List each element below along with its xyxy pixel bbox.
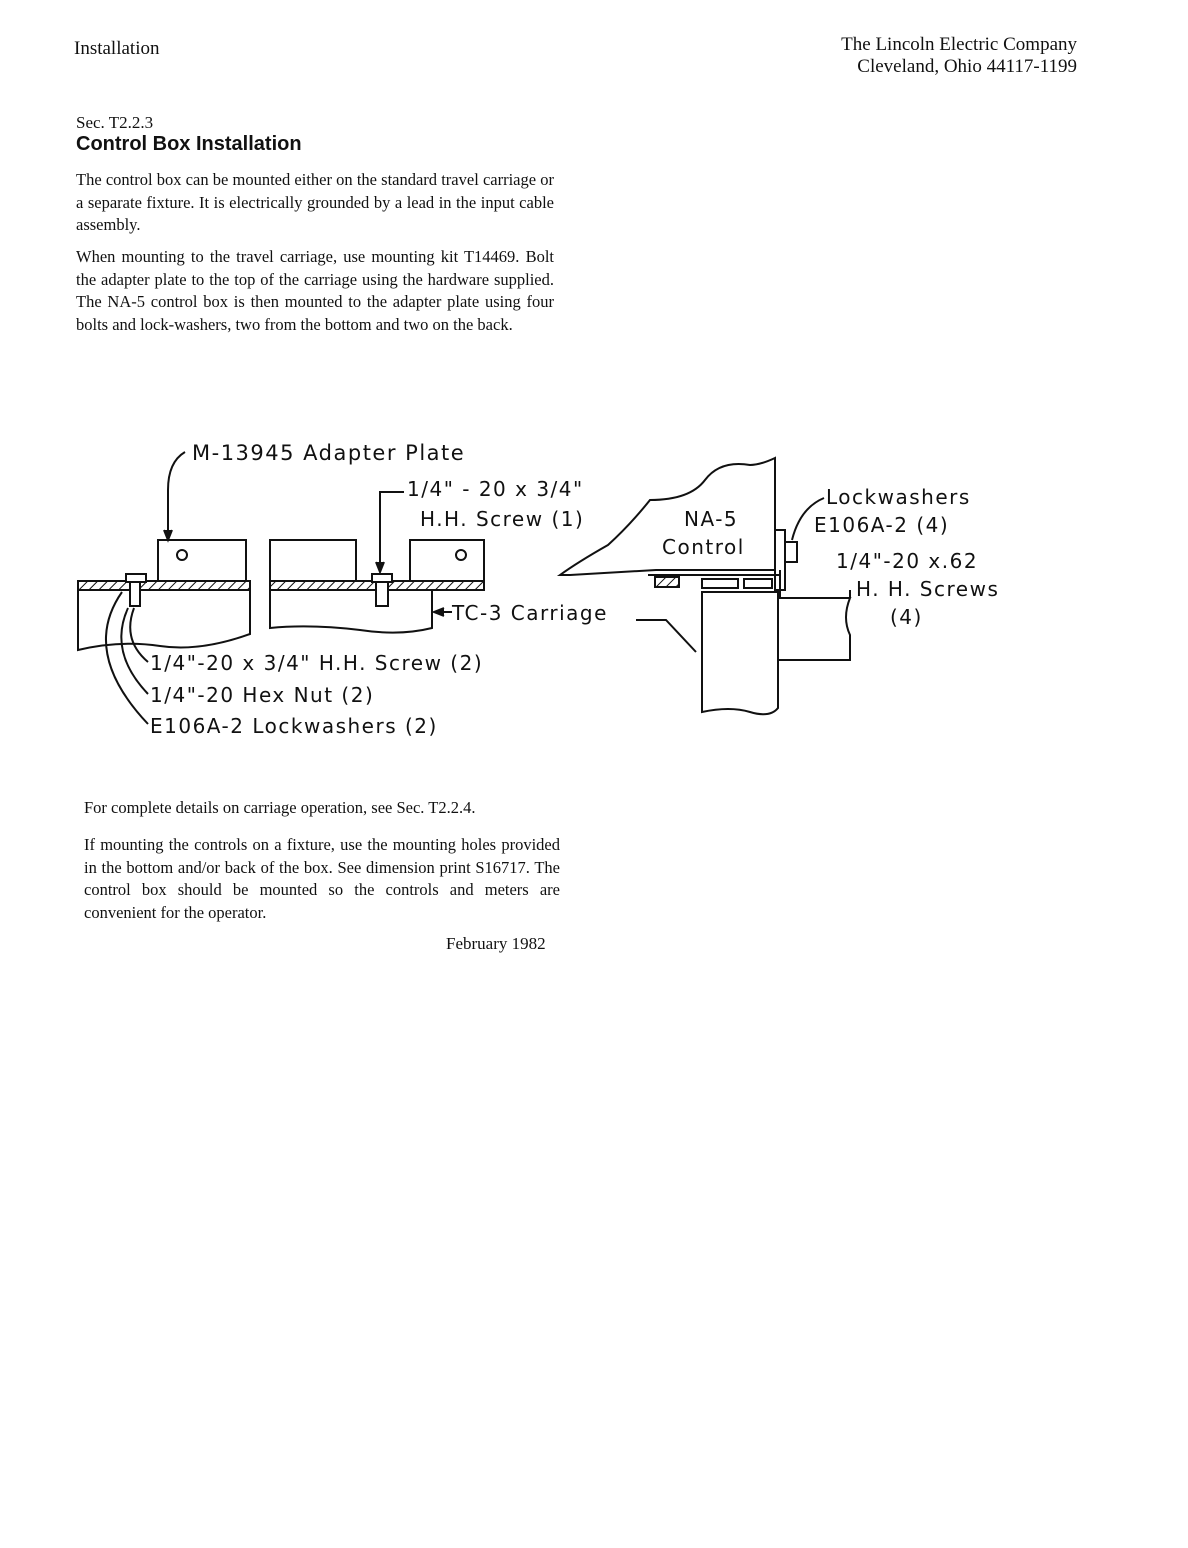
upright-plate-left — [158, 540, 246, 581]
arrow-tc3-carriage — [434, 608, 444, 616]
bracket-washer-2 — [702, 579, 738, 588]
label-screws-1: 1/4"-20 x.62 — [836, 549, 979, 573]
label-lockwashers-1: Lockwashers — [826, 485, 971, 509]
section-title: Control Box Installation — [76, 133, 302, 155]
running-header-section: Installation — [74, 38, 160, 59]
label-control-1: NA-5 — [684, 507, 739, 531]
upright-plate-right — [410, 540, 484, 581]
label-lockwashers-bottom: E106A-2 Lockwashers (2) — [150, 714, 438, 738]
arrow-adapter-plate — [164, 530, 172, 540]
leader-hex-nut — [121, 608, 148, 694]
bracket-washer-3 — [744, 579, 772, 588]
paragraph-carriage-details: For complete details on carriage operation, see Sec. T2.2.4. — [84, 798, 476, 817]
company-name: The Lincoln Electric Company — [841, 34, 1077, 55]
arrow-screw-top — [376, 562, 384, 572]
label-screws-2: H. H. Screws — [856, 577, 1000, 601]
label-screw-top-2: H.H. Screw (1) — [420, 507, 585, 531]
paragraph-fixture-mounting: If mounting the controls on a fixture, use the mounting holes provided in the bottom and/or back of the box. See dimension print S16717. The control box should be mounted so the controls and meters are convenient for the operator. — [84, 835, 560, 922]
paragraph-mounting-kit: When mounting to the travel carriage, use mounting kit T14469. Bolt the adapter plate to the top of the carriage using the hardware supplied. The NA-5 control box is then mounted to the adapter plate using four bolts and lock-washers, two from the bottom and two on the back. — [76, 247, 554, 334]
label-tc3-carriage: TC-3 Carriage — [452, 601, 608, 625]
label-adapter-plate: M-13945 Adapter Plate — [192, 441, 466, 465]
bolt-head-center — [372, 574, 392, 582]
publication-date: February 1982 — [446, 934, 546, 953]
carriage-body-left — [78, 590, 250, 650]
plate-hole-left — [177, 550, 187, 560]
label-screw-top-1: 1/4" - 20 x 3/4" — [407, 477, 584, 501]
leader-adapter-plate — [168, 452, 185, 538]
back-bolt — [785, 542, 797, 562]
section-number: Sec. T2.2.3 — [76, 113, 154, 132]
bracket-washer-1 — [655, 577, 679, 587]
leader-tc3-right — [636, 620, 696, 652]
bolt-head-left — [126, 574, 146, 582]
label-control-2: Control — [662, 535, 745, 559]
carriage-post — [702, 592, 778, 714]
label-screw-bottom: 1/4"-20 x 3/4" H.H. Screw (2) — [150, 651, 484, 675]
leader-screw-bottom — [130, 608, 148, 662]
label-hex-nut: 1/4"-20 Hex Nut (2) — [150, 683, 375, 707]
leader-screw-top — [380, 492, 404, 570]
carriage-body-center — [270, 590, 432, 633]
mounting-diagram — [60, 430, 1020, 750]
plate-hole-right — [456, 550, 466, 560]
company-address — [841, 34, 1077, 78]
label-screws-3: (4) — [890, 605, 923, 629]
carriage-beam — [778, 598, 850, 660]
upright-plate-center — [270, 540, 356, 581]
bolt-shank-center — [376, 582, 388, 606]
paragraph-grounding: The control box can be mounted either on the standard travel carriage or a separate fixture. It is electrically grounded by a lead in the input cable assembly. — [76, 170, 554, 234]
company-city: Cleveland, Ohio 44117-1199 — [857, 56, 1077, 77]
adapter-plate-strip-left — [78, 581, 250, 590]
bolt-shank-left — [130, 582, 140, 606]
label-lockwashers-2: E106A-2 (4) — [814, 513, 950, 537]
